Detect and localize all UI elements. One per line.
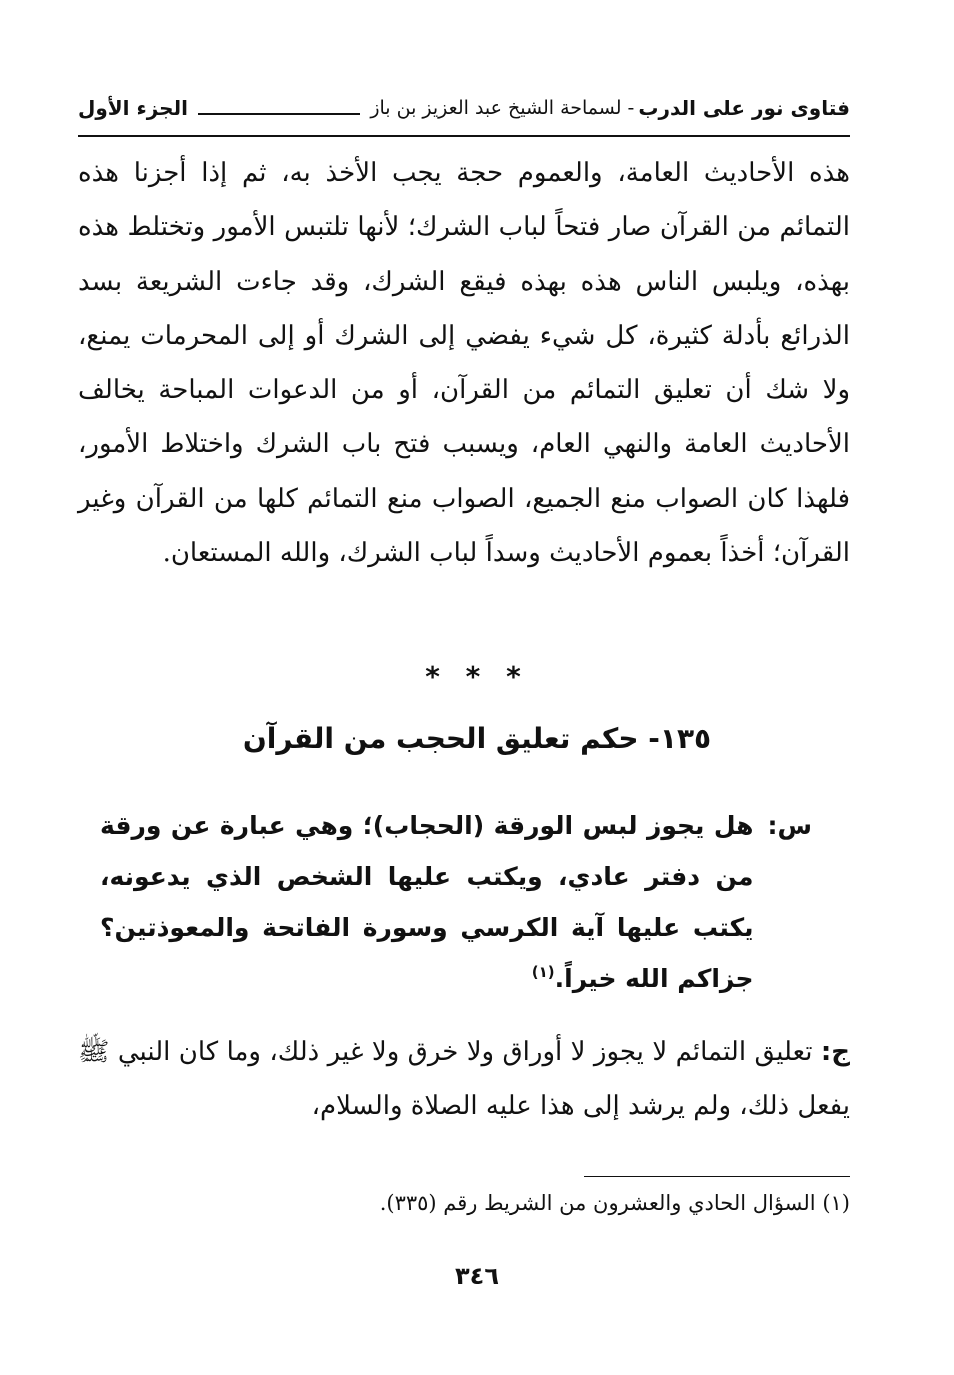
question-block [100,800,812,1004]
header-divider [78,135,850,137]
page-number: ٣٤٦ [455,1262,499,1290]
author-name: - لسماحة الشيخ عبد العزيز بن باز [370,97,635,119]
question-text: هل يجوز لبس الورقة (الحجاب)؛ وهي عبارة عن ورقة من دفتر عادي، ويكتب عليها الشخص الذي يدعونه، يكتب عليها آية الكرسي وسورة الفاتحة والمعوذتين؟ جزاكم الله خيراً. [100,811,754,993]
section-separator: * * * [425,660,529,693]
question-marker: س: [767,811,812,840]
question-text-wrapper [100,800,754,1004]
volume-label: الجزء الأول [78,96,188,120]
footnote-reference: (١) [531,963,555,981]
footnote: (١) السؤال الحادي والعشرون من الشريط رقم (٣٣٥). [379,1191,850,1215]
answer-block [78,1025,850,1133]
answer-marker: ج: [820,1037,851,1067]
footnote-divider [584,1176,850,1177]
section-title: ١٣٥- حكم تعليق الحجب من القرآن [242,722,712,755]
body-paragraph: هذه الأحاديث العامة، والعموم حجة يجب الأخذ به، ثم إذا أجزنا هذه التمائم من القرآن صار فتحاً لباب الشرك؛ لأنها تلتبس الأمور وتختلط هذه بهذه، ويلبس الناس هذه بهذه فيقع الشرك، وقد جاءت الشريعة بسد الذرائع بأدلة كثيرة، كل شيء يفضي إلى الشرك أو إلى المحرمات يمنع، ولا شك أن تعليق التمائم من القرآن، أو من الدعوات المباحة يخالف الأحاديث العامة والنهي العام، ويسبب فتح باب الشرك واختلاط الأمور، فلهذا كان الصواب منع الجميع، الصواب منع التمائم كلها من القرآن وغير القرآن؛ أخذاً بعموم الأحاديث وسداً لباب الشرك، والله المستعان. [78,158,850,569]
running-header [78,90,850,126]
answer-text: تعليق التمائم لا يجوز لا أوراق ولا خرق ولا غير ذلك، وما كان النبي ﷺ يفعل ذلك، ولم يرشد إلى هذا عليه الصلاة والسلام، [78,1037,850,1121]
book-title: فتاوى نور على الدرب [638,96,850,120]
header-rule [198,113,360,115]
